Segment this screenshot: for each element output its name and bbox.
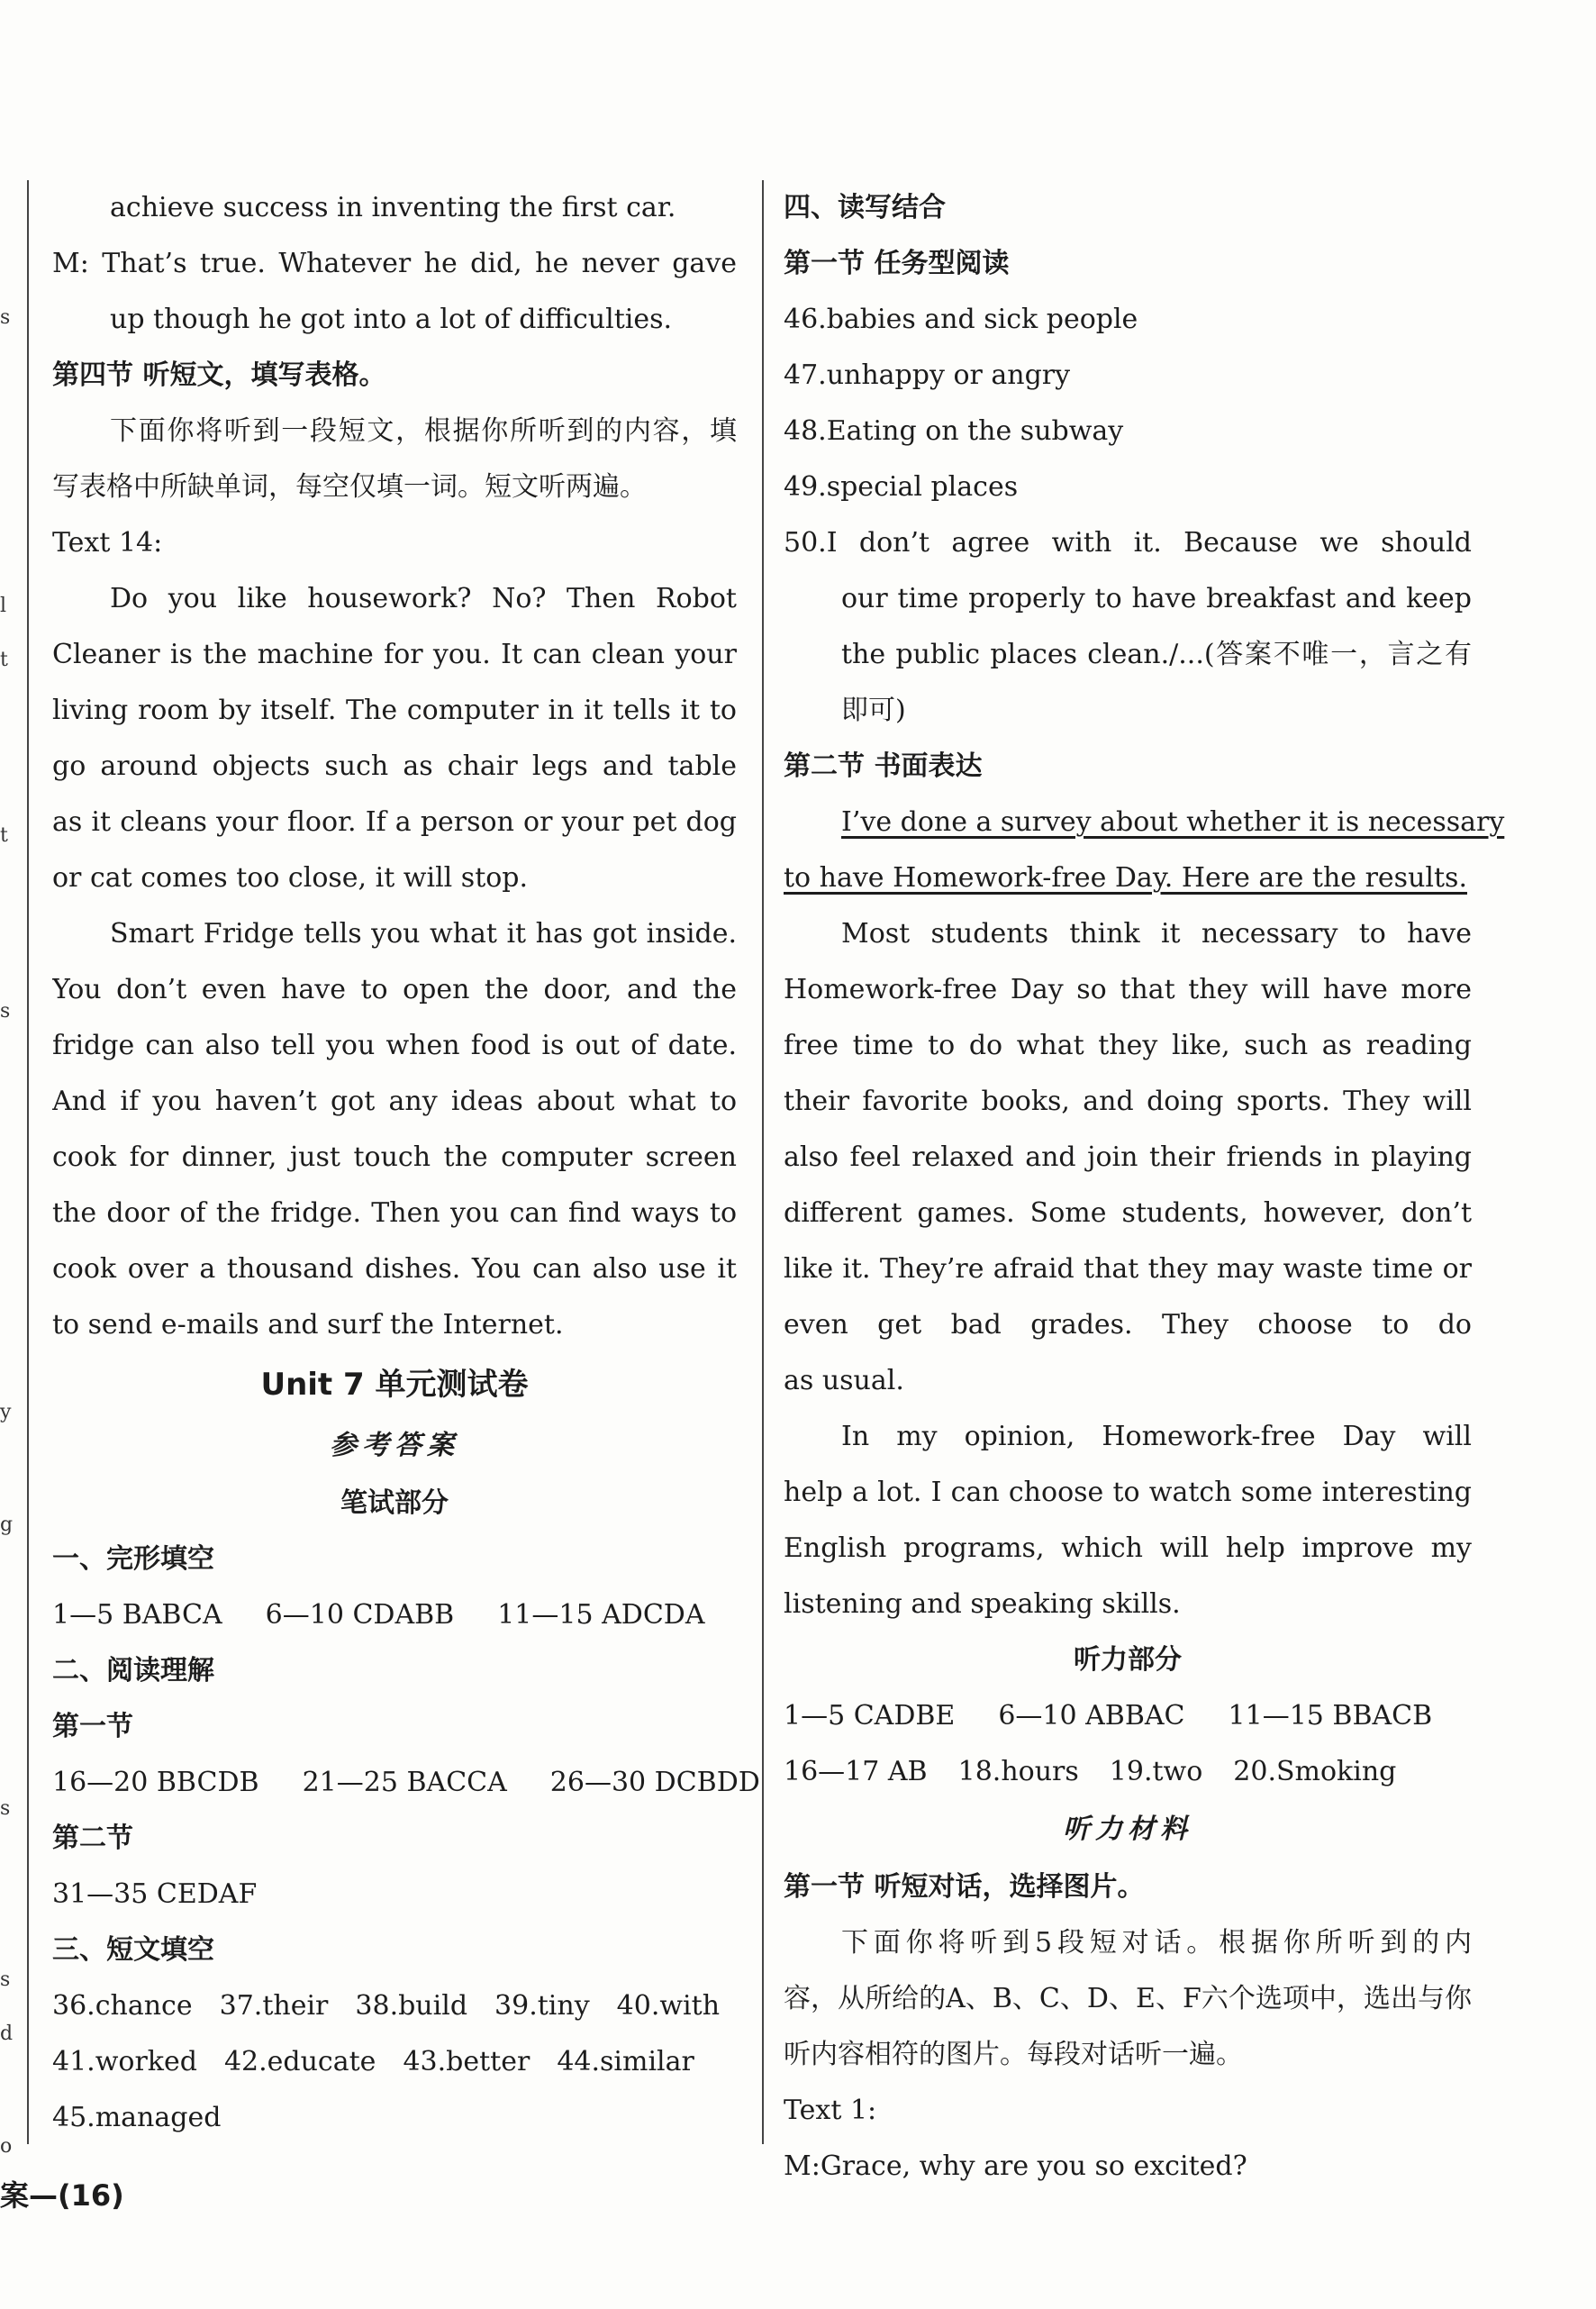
dialogue-line: M:Grace, why are you so excited? [784,2150,1247,2182]
answer-item: 31—35 CEDAF [52,1878,258,1910]
answer-item: 42.educate [223,2046,376,2077]
edge-mark: o [0,2135,13,2158]
answer-row [52,1755,760,1811]
answer-line: 即可) [841,695,906,726]
passage-line: Smart Fridge tells you what it has got inside. [110,918,737,950]
edge-mark: d [0,2023,14,2045]
passage-line: And if you haven’t got any ideas about what to [52,1086,737,1117]
answer-item: 1—5 BABCA [52,1599,222,1631]
listening-material-heading: 听力材料 [1063,1814,1192,1845]
text-label: Text 1: [784,2095,877,2126]
answer-item: 40.with [616,1990,721,2022]
text-line: M: That’s true. Whatever he did, he never gave [52,248,737,279]
writing-line: their favorite books, and doing sports. They will [784,1086,1472,1117]
writing-line: In my opinion, Homework-free Day will [841,1421,1472,1452]
column-divider [762,180,764,2144]
text-line: achieve success in inventing the first car. [110,192,676,223]
answer-item: 16—20 BBCDB [52,1767,259,1798]
writing-line: free time to do what they like, such as reading [784,1030,1472,1061]
answer-row [784,1744,1472,1800]
edge-mark: s [0,1000,11,1023]
answer-row [784,1688,1472,1744]
writing-line: Homework-free Day so that they will have more [784,974,1472,1005]
answer-item: 19.two [1109,1756,1203,1787]
answer-line: the public places clean./...(答案不唯一，言之有 [841,639,1472,670]
passage-line: You don’t even have to open the door, and the [52,974,737,1005]
instruction-line: 容，从所给的A、B、C、D、E、F六个选项中，选出与你 [784,1983,1472,2014]
writing-line: even get bad grades. They choose to do [784,1309,1472,1341]
answer-line: 46.babies and sick people [784,304,1138,335]
reference-answers-heading: 参考答案 [330,1430,459,1461]
subsection-heading: 第一节 任务型阅读 [784,248,1010,279]
subsection-heading: 第一节 听短对话，选择图片。 [784,1871,1145,1903]
answer-item: 41.worked [52,2046,197,2077]
passage-line: Cleaner is the machine for you. It can clean your [52,639,737,670]
answer-line: 48.Eating on the subway [784,415,1124,447]
passage-line: cook for dinner, just touch the computer screen [52,1141,737,1173]
answer-item: 16—17 AB [784,1756,928,1787]
passage-line: or cat comes too close, it will stop. [52,862,529,894]
answer-row [52,1587,737,1643]
writing-line: like it. They’re afraid that they may waste time or [784,1253,1472,1285]
passage-line: to send e-mails and surf the Internet. [52,1309,564,1341]
page-number: 案—(16) [0,2178,124,2213]
answer-line: our time properly to have breakfast and keep [841,583,1472,614]
writing-line: as usual. [784,1365,904,1396]
answer-item: 11—15 ADCDA [497,1599,705,1631]
passage-line: the door of the fridge. Then you can find ways to [52,1197,737,1229]
passage-line: as it cleans your floor. If a person or your pet dog [52,806,737,838]
unit-title: Unit 7 单元测试卷 [260,1367,529,1403]
passage-line: cook over a thousand dishes. You can also use it [52,1253,737,1285]
subsection-heading: 第一节 [52,1711,133,1742]
section-heading: 四、读写结合 [784,192,946,223]
instruction-line: 下面你将听到5段短对话。根据你所听到的内 [841,1927,1472,1959]
answer-line: 50.I don’t agree with it. Because we should [784,527,1472,559]
answer-item: 20.Smoking [1233,1756,1397,1787]
answer-item: 39.tiny [494,1990,590,2022]
answer-item: 37.their [219,1990,329,2022]
answer-line: 47.unhappy or angry [784,359,1071,391]
writing-line: help a lot. I can choose to watch some interesting [784,1477,1472,1508]
answer-item: 38.build [355,1990,468,2022]
edge-mark: y [0,1401,12,1423]
passage-line: fridge can also tell you when food is out of date. [52,1030,737,1061]
answer-line: 49.special places [784,471,1019,503]
answer-item: 1—5 CADBE [784,1700,956,1732]
answer-item: 21—25 BACCA [302,1767,507,1798]
answer-row [52,1978,737,2034]
answer-row [52,2034,737,2090]
edge-mark: g [0,1514,14,1536]
answer-item: 36.chance [52,1990,193,2022]
fill-heading: 三、短文填空 [52,1934,214,1966]
passage-line: living room by itself. The computer in it tells it to [52,695,737,726]
answer-item: 43.better [403,2046,530,2077]
instruction-line: 写表格中所缺单词，每空仅填一词。短文听两遍。 [52,471,647,503]
listening-part-heading: 听力部分 [1074,1644,1182,1676]
left-margin-rule [27,180,29,2144]
answer-row [52,2090,737,2146]
subsection-heading: 第二节 书面表达 [784,750,983,782]
cloze-heading: 一、完形填空 [52,1543,214,1575]
left-column [52,180,760,2146]
answer-item: 11—15 BBACB [1228,1700,1433,1732]
edge-mark: t [0,824,8,847]
answer-item: 45.managed [52,2102,222,2133]
text-label: Text 14: [52,527,163,559]
answer-item: 6—10 CDABB [265,1599,455,1631]
answer-row [52,1867,737,1923]
writing-underlined-line: I’ve done a survey about whether it is necessary [841,806,1505,838]
writing-line: Most students think it necessary to have [841,918,1472,950]
right-column [784,180,1505,2195]
section-heading: 第四节 听短文，填写表格。 [52,359,386,391]
answer-item: 44.similar [557,2046,694,2077]
writing-line: also feel relaxed and join their friends in playing [784,1141,1472,1173]
edge-mark: s [0,1797,11,1820]
writing-underlined-line: to have Homework-free Day. Here are the results. [784,862,1467,894]
edge-mark: s [0,306,11,329]
written-part-heading: 笔试部分 [340,1487,449,1519]
writing-line: different games. Some students, however, don’t [784,1197,1472,1229]
text-line: up though he got into a lot of difficulties. [110,304,673,335]
edge-mark: t [0,649,8,671]
writing-line: English programs, which will help improve my [784,1532,1472,1564]
passage-line: go around objects such as chair legs and table [52,750,737,782]
subsection-heading: 第二节 [52,1823,133,1854]
answer-item: 18.hours [957,1756,1079,1787]
writing-line: listening and speaking skills. [784,1588,1181,1620]
passage-line: Do you like housework? No? Then Robot [110,583,737,614]
answer-item: 26—30 DCBDD [549,1767,760,1798]
instruction-line: 听内容相符的图片。每段对话听一遍。 [784,2039,1243,2070]
instruction-line: 下面你将听到一段短文，根据你所听到的内容，填 [110,415,737,447]
reading-heading: 二、阅读理解 [52,1655,214,1686]
answer-item: 6—10 ABBAC [998,1700,1185,1732]
edge-mark: s [0,1968,11,1991]
edge-mark: l [0,595,7,617]
